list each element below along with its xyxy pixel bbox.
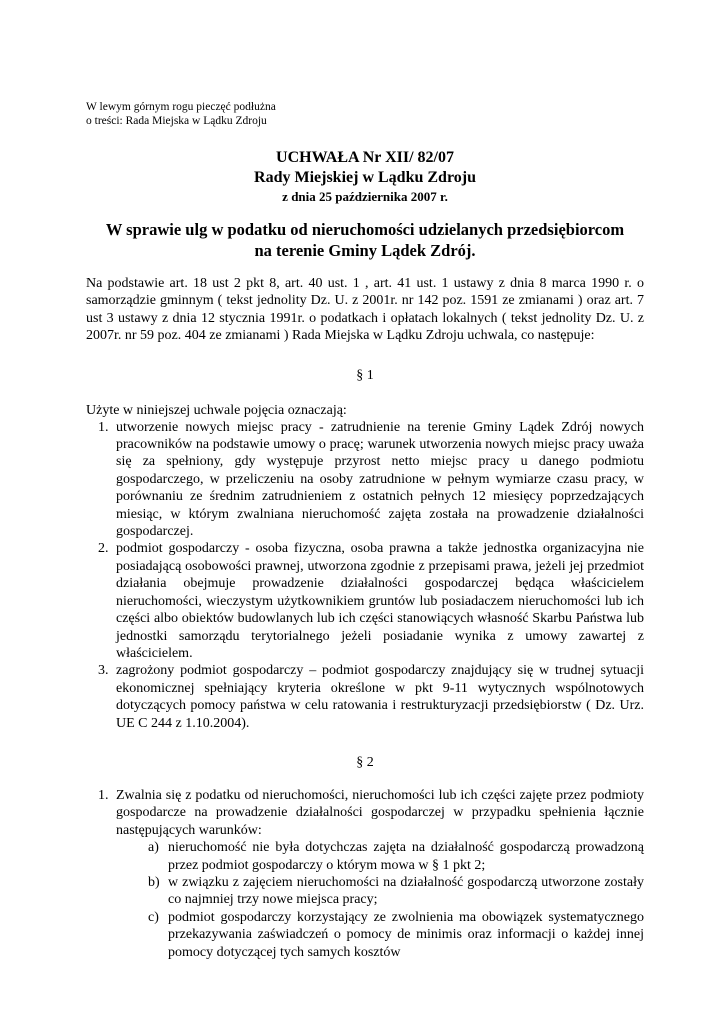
list-item-number: 3.: [98, 663, 109, 679]
condition-text: podmiot gospodarczy korzystający ze zwolnienia ma obowiązek systematycznego przekazywania zaświadczeń o pomocy de minimis oraz informacji o każdej innej pomocy dotyczącej tych samych kosztów: [168, 909, 644, 960]
list-item: [86, 662, 644, 732]
section-2-heading: § 2: [356, 754, 374, 770]
definitions-list: [86, 419, 644, 732]
condition-item: [148, 839, 644, 874]
resolution-number: UCHWAŁA Nr XII/ 82/07: [276, 149, 454, 166]
list-item-text: zagrożony podmiot gospodarczy – podmiot gospodarczy znajdujący się w trudnej sytuacji ekonomicznej spełniający kryteria określone w pkt 9-11 wytycznych wspólnotowych dotyczących pomocy państwa w celu ratowania i restrukturyzacji przedsiębiorstw ( Dz. Urz. UE C 244 z 1.10.2004).: [116, 663, 644, 731]
stamp-line-1: W lewym górnym rogu pieczęć podłużna: [86, 101, 276, 113]
legal-basis: Na podstawie art. 18 ust 2 pkt 8, art. 40 ust. 1 , art. 41 ust. 1 ustawy z dnia 8 marca 1990 r. o samorządzie gminnym ( tekst jednolity Dz. U. z 2001r. nr 142 poz. 1591 ze zmianami ) oraz art. 7 ust 3 ustawy z dnia 12 stycznia 1991r. o podatkach i opłatach lokalnych ( tekst jednolity Dz. U. z 2007r. nr 59 poz. 404 ze zmianami ) Rada Miejska w Lądku Zdroju uchwala, co następuje:: [86, 276, 644, 344]
condition-text: nieruchomość nie była dotychczas zajęta na działalność gospodarczą prowadzoną przez podmiot gospodarczy o którym mowa w § 1 pkt 2;: [168, 840, 644, 873]
resolution-title: [86, 148, 644, 205]
list-item-text: podmiot gospodarczy - osoba fizyczna, osoba prawna a także jednostka organizacyjna nie posiadającą osobowości prawnej, utworzona zgodnie z przepisami prawa, jeżeli jej przedmiot działania obejmuje prowadzenie działalności gospodarczej będąca właścicielem nieruchomości, wieczystym użytkownikiem gruntów lub posiadaczem nieruchomości lub ich części albo obiektów budowlanych lub ich części stanowiących własność Skarbu Państwa lub jednostki samorządu terytorialnego jeżeli posiadanie wynika z umowy zawartej z właścicielem.: [116, 541, 644, 661]
resolution-date: z dnia 25 października 2007 r.: [282, 189, 448, 204]
subject-line-2: na terenie Gminy Lądek Zdrój.: [254, 241, 476, 260]
section-1-intro: Użyte w niniejszej uchwale pojęcia oznaczają:: [86, 402, 347, 418]
council-name: Rady Miejskiej w Lądku Zdroju: [254, 169, 476, 186]
stamp-line-2: o treści: Rada Miejska w Lądku Zdroju: [86, 115, 267, 127]
condition-text: w związku z zajęciem nieruchomości na działalność gospodarczą utworzone zostały co najmniej trzy nowe miejsca pracy;: [168, 874, 644, 908]
section-1-heading: § 1: [356, 367, 374, 383]
list-item: [86, 419, 644, 541]
list-item-number: 2.: [98, 541, 109, 557]
condition-item: [148, 909, 644, 961]
subject-line-1: W sprawie ulg w podatku od nieruchomości udzielanych przedsiębiorcom: [105, 220, 625, 239]
list-item: [86, 540, 644, 662]
condition-label: a): [148, 840, 159, 856]
list-item-text: utworzenie nowych miejsc pracy - zatrudnienie na terenie Gminy Lądek Zdrój nowych pracowników na podstawie umowy o pracę; warunek utworzenia nowych miejsc pracy uważa się za spełniony, gdy występuje przyrost netto miejsc pracy u danego podmiotu gospodarczego, w przeliczeniu na osoby zatrudnione w pełnym wymiarze czasu pracy, w porównaniu ze średnim zatrudnieniem z ostatnich pełnych 12 miesięcy poprzedzających miesiąc, w którym zwalniana nieruchomość zajęta została na prowadzenie działalności gospodarczej.: [116, 419, 644, 540]
condition-item: [148, 874, 644, 909]
list-item-number: 1.: [98, 787, 109, 803]
condition-label: c): [148, 909, 159, 925]
stamp-note: [86, 100, 644, 128]
list-item: [86, 787, 644, 961]
list-item-number: 1.: [98, 419, 109, 435]
condition-label: b): [148, 874, 160, 890]
resolution-subject: [86, 219, 644, 261]
list-item-text: Zwalnia się z podatku od nieruchomości, nieruchomości lub ich części zajęte przez podmioty gospodarcze na prowadzenie działalności gospodarczej w przypadku spełnienia łącznie następujących warunków:: [116, 787, 644, 838]
conditions-list: [116, 839, 644, 961]
section-2-list: [86, 787, 644, 961]
